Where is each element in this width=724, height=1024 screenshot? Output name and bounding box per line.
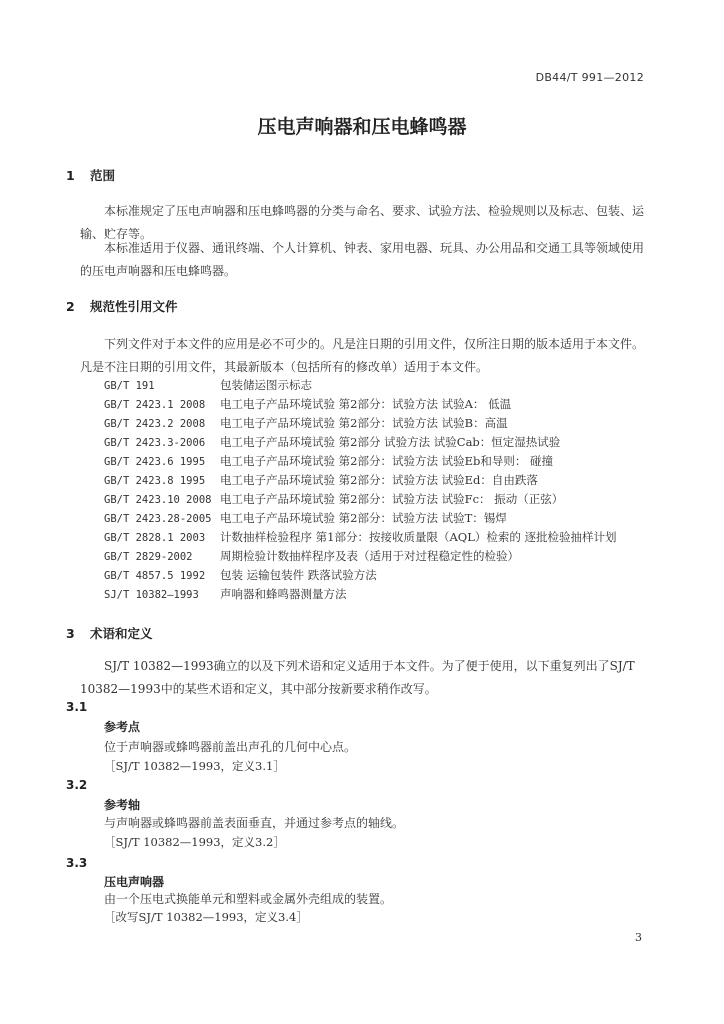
reference-title: 电工电子产品环境试验 第2部分：试验方法 试验T：锡焊 <box>220 511 507 525</box>
reference-title: 周期检验计数抽样程序及表（适用于对过程稳定性的检验） <box>220 549 519 563</box>
reference-code: GB/T 2829-2002 <box>104 551 193 563</box>
reference-code: GB/T 2423.8 1995 <box>104 475 206 487</box>
reference-title: 电工电子产品环境试验 第2部分：试验方法 试验Eb和导则： 碰撞 <box>220 454 554 468</box>
term-definition: 由一个压电式换能单元和塑料或金属外壳组成的装置。 <box>104 892 393 906</box>
reference-item <box>104 453 553 469</box>
paragraph: SJ/T 10382—1993确立的以及下列术语和定义适用于本文件。为了便于使用，以下重复列出了SJ/T 10382—1993中的某些术语和定义，其中部分按新要求稍作改写。 <box>80 659 635 696</box>
reference-title: 电工电子产品环境试验 第2部分 试验方法 试验Cab：恒定湿热试验 <box>220 435 561 449</box>
reference-title: 声响器和蜂鸣器测量方法 <box>220 587 347 601</box>
term-name: 参考点 <box>104 720 141 734</box>
reference-title: 计数抽样检验程序 第1部分：按接收质量限（AQL）检索的 逐批检验抽样计划 <box>220 530 617 544</box>
reference-code: GB/T 2423.10 2008 <box>104 494 212 506</box>
clause-number: 3.2 <box>66 778 88 792</box>
document-title: 压电声响器和压电蜂鸣器 <box>257 116 467 138</box>
section-number: 1 <box>66 168 75 183</box>
term-source: ［SJ/T 10382—1993，定义3.2］ <box>104 835 285 849</box>
section-number: 2 <box>66 299 75 314</box>
reference-code: GB/T 2423.3-2006 <box>104 437 206 449</box>
section-title: 规范性引用文件 <box>90 299 178 314</box>
reference-title: 电工电子产品环境试验 第2部分：试验方法 试验Fc： 振动（正弦） <box>220 492 564 506</box>
reference-item <box>104 472 538 488</box>
reference-item <box>104 396 511 412</box>
section-heading-1 <box>66 166 115 184</box>
paragraph: 下列文件对于本文件的应用是必不可少的。凡是注日期的引用文件，仅所注日期的版本适用于本文件。凡是不注日期的引用文件，其最新版本（包括所有的修改单）适用于本文件。 <box>80 337 645 374</box>
reference-item <box>104 586 347 602</box>
reference-item <box>104 434 560 450</box>
section-heading-3 <box>66 624 153 642</box>
term-definition: 位于声响器或蜂鸣器前盖出声孔的几何中心点。 <box>104 740 357 754</box>
reference-item <box>104 415 508 431</box>
reference-title: 电工电子产品环境试验 第2部分：试验方法 试验A： 低温 <box>220 397 512 411</box>
reference-code: GB/T 2423.28-2005 <box>104 513 212 525</box>
reference-item <box>104 529 617 545</box>
clause-number: 3.1 <box>66 700 88 714</box>
reference-title: 包装 运输包装件 跌落试验方法 <box>220 568 377 582</box>
reference-item <box>104 548 519 564</box>
term-name: 参考轴 <box>104 798 141 812</box>
page-number: 3 <box>635 931 642 944</box>
term-name: 压电声响器 <box>104 875 165 889</box>
reference-code: GB/T 2423.6 1995 <box>104 456 206 468</box>
reference-item <box>104 377 312 393</box>
reference-item <box>104 510 507 526</box>
reference-item <box>104 567 377 583</box>
reference-code: GB/T 4857.5 1992 <box>104 570 206 582</box>
term-source: ［SJ/T 10382—1993，定义3.1］ <box>104 759 285 773</box>
reference-title: 电工电子产品环境试验 第2部分：试验方法 试验B：高温 <box>220 416 508 430</box>
reference-item <box>104 491 563 507</box>
reference-title: 包装储运图示标志 <box>220 378 312 392</box>
term-source: ［改写SJ/T 10382—1993，定义3.4］ <box>104 910 308 924</box>
section-title: 术语和定义 <box>90 626 153 641</box>
paragraph: 本标准规定了压电声响器和压电蜂鸣器的分类与命名、要求、试验方法、检验规则以及标志、包装、运输、贮存等。 <box>80 204 645 241</box>
clause-number: 3.3 <box>66 856 88 870</box>
section-heading-2 <box>66 297 178 315</box>
reference-code: GB/T 191 <box>104 380 155 392</box>
reference-code: SJ/T 10382—1993 <box>104 589 199 601</box>
reference-code: GB/T 2828.1 2003 <box>104 532 206 544</box>
section-number: 3 <box>66 626 75 641</box>
paragraph: 本标准适用于仪器、通讯终端、个人计算机、钟表、家用电器、玩具、办公用品和交通工具等领域使用的压电声响器和压电蜂鸣器。 <box>80 241 645 278</box>
reference-title: 电工电子产品环境试验 第2部分：试验方法 试验Ed：自由跌落 <box>220 473 538 487</box>
document-number: DB44/T 991—2012 <box>535 71 644 84</box>
reference-code: GB/T 2423.2 2008 <box>104 418 206 430</box>
section-title: 范围 <box>90 168 116 183</box>
term-definition: 与声响器或蜂鸣器前盖表面垂直，并通过参考点的轴线。 <box>104 816 405 830</box>
reference-code: GB/T 2423.1 2008 <box>104 399 206 411</box>
